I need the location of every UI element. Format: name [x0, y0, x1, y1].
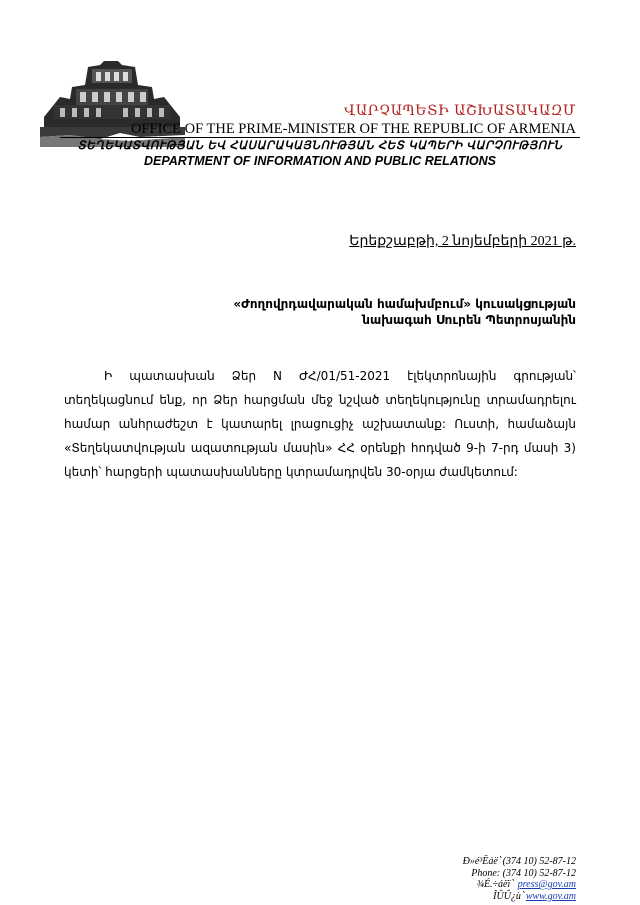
department-title-english: DEPARTMENT OF INFORMATION AND PUBLIC RELATIONS [143, 154, 497, 168]
recipient-block [233, 296, 576, 328]
website-link[interactable]: www.gov.am [525, 890, 576, 902]
office-title-english: OFFICE OF THE PRIME-MINISTER OF THE REPUBLIC OF ARMENIA [131, 121, 576, 137]
recipient-line-2: նախագահ Սուրեն Պետրոսյանին [362, 313, 576, 327]
contact-phone-english: Phone: (374 10) 52-87-12 [471, 867, 576, 879]
contact-block [463, 856, 576, 902]
letter-body: Ի պատասխան Ձեր N ԺՀ/01/51-2021 էլեկտրոնային գրության՝ տեղեկացնում ենք, որ Ձեր հարցման մեջ նշված տեղեկությունը տրամադրելու համար անհրաժեշտ է կատարել լրացուցիչ աշխատանք: Ուստի, համաձայն «Տեղեկատվության ազատության մասին» ՀՀ օրենքի հոդված 9-ի 7-րդ մասի 3) կետի՝ հարցերի պատասխանները կտրամադրվեն 30-օրյա ժամկետում: [64, 369, 576, 479]
letter-date: Երեքշաբթի, 2 նոյեմբերի 2021 թ. [349, 234, 576, 249]
site-label: ÎÛÛ¿ù՝ [493, 890, 524, 902]
contact-site-row [463, 891, 576, 903]
email-link[interactable]: press@gov.am [517, 879, 576, 890]
email-label: ¾É.÷áëï՝ [476, 879, 513, 890]
recipient-line-1: «Ժողովրդավարական համախմբում» կուսակցության [233, 297, 576, 311]
office-title-armenian: ՎԱՐՉԱՊԵՏԻ ԱՇԽԱՏԱԿԱԶՄ [344, 103, 576, 119]
department-title-armenian: ՏԵՂԵԿԱՏՎՈՒԹՅԱՆ ԵՎ ՀԱՍԱՐԱԿԱՅՆՈՒԹՅԱՆ ՀԵՏ ԿԱՊԵՐԻ ՎԱՐՉՈՒԹՅՈՒՆ [77, 140, 563, 152]
contact-phone-armenian: Ð»é³Ëáë՝ (374 10) 52-87-12 [462, 856, 576, 867]
contact-email-row [463, 879, 576, 891]
